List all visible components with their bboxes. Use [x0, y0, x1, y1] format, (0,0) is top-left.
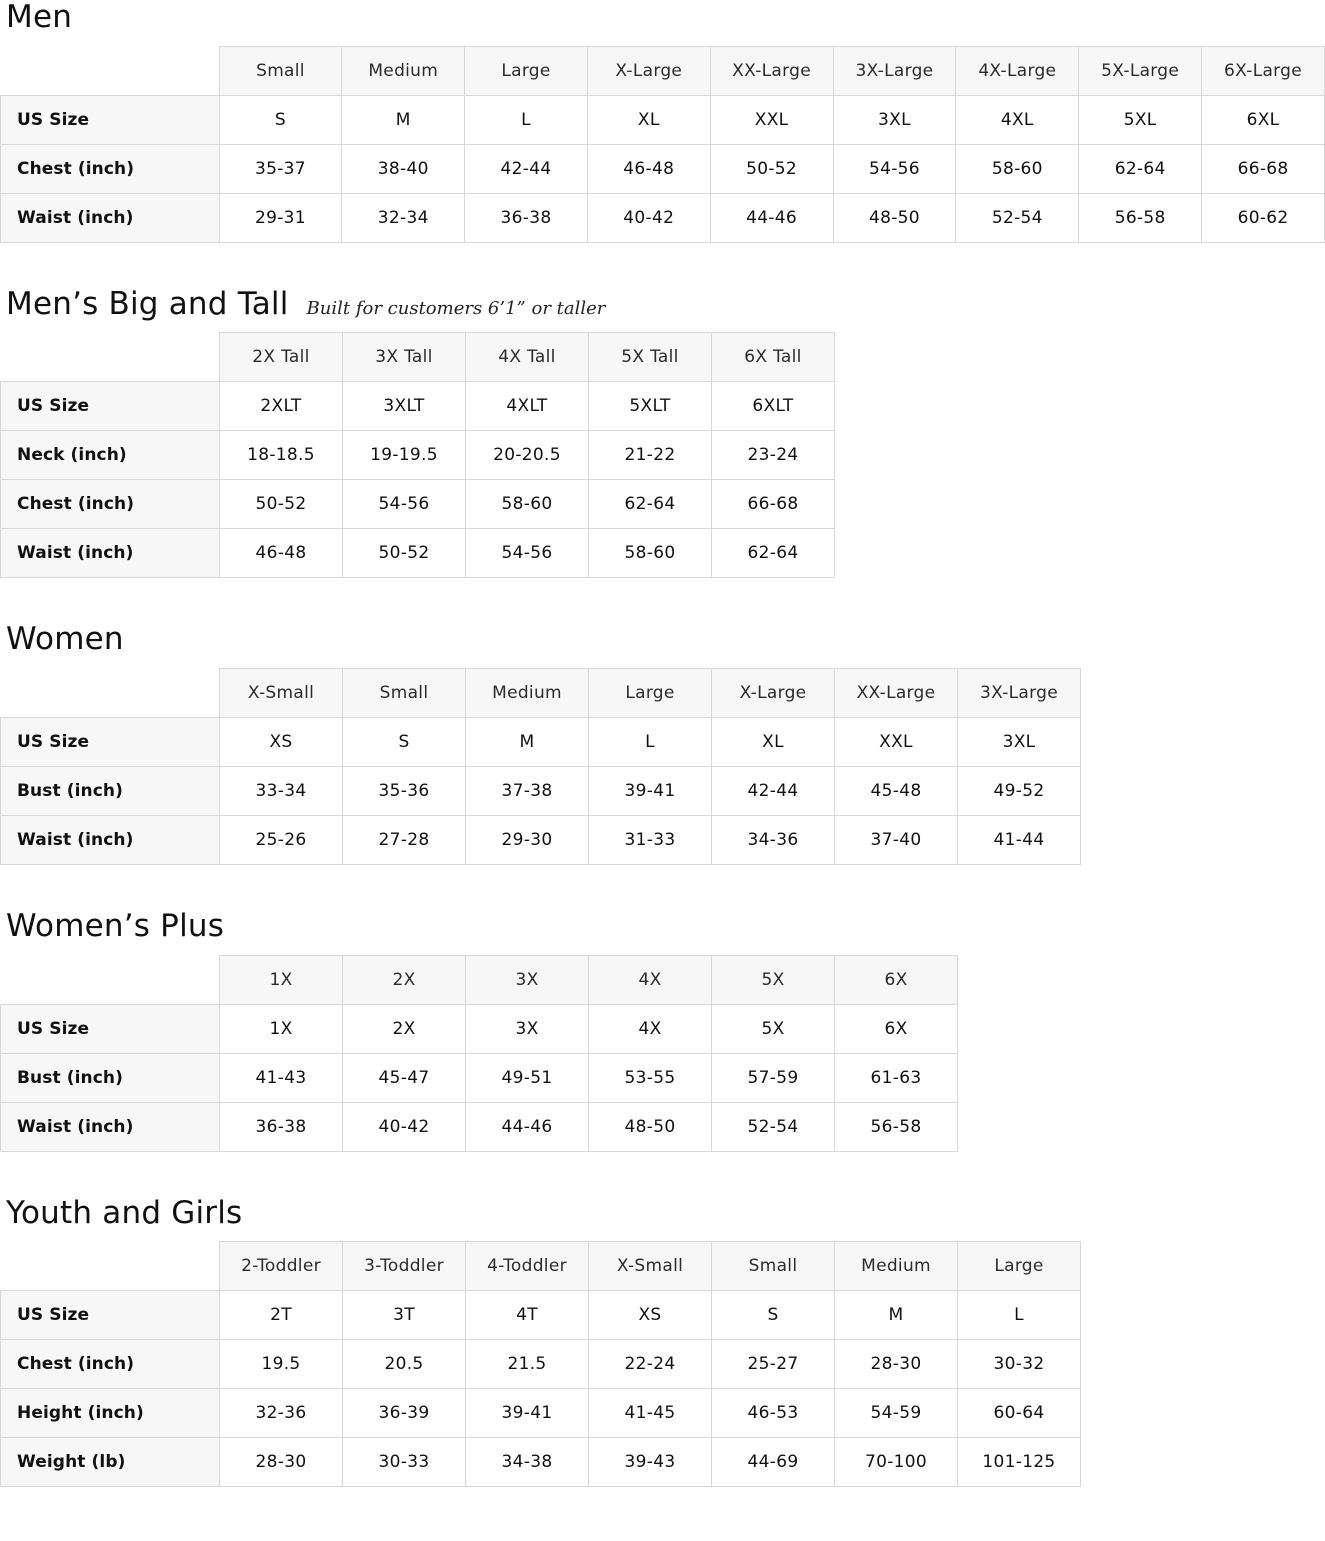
- measurement-cell: 25-27: [712, 1340, 835, 1389]
- size-section-youth-and-girls: [0, 1196, 1325, 1488]
- measurement-cell: 45-48: [835, 766, 958, 815]
- measurement-cell: 40-42: [587, 193, 710, 242]
- measurement-cell: 56-58: [835, 1102, 958, 1151]
- table-row: [1, 1053, 958, 1102]
- measurement-cell: 36-38: [465, 193, 588, 242]
- measurement-cell: 41-43: [220, 1053, 343, 1102]
- column-header: 2X: [343, 955, 466, 1004]
- measurement-cell: 50-52: [710, 144, 833, 193]
- measurement-cell: 30-33: [343, 1438, 466, 1487]
- measurement-cell: 54-56: [833, 144, 956, 193]
- measurement-cell: 21.5: [466, 1340, 589, 1389]
- column-header: 3-Toddler: [343, 1242, 466, 1291]
- measurement-cell: 37-40: [835, 815, 958, 864]
- column-header: X-Large: [587, 46, 710, 95]
- table-row: [1, 529, 835, 578]
- measurement-cell: 54-59: [835, 1389, 958, 1438]
- measurement-cell: 35-36: [343, 766, 466, 815]
- column-header: XX-Large: [835, 668, 958, 717]
- measurement-cell: 33-34: [220, 766, 343, 815]
- measurement-cell: 19.5: [220, 1340, 343, 1389]
- section-header: [0, 0, 1325, 36]
- row-header: Weight (lb): [1, 1438, 220, 1487]
- table-row: [1, 1102, 958, 1151]
- row-header: US Size: [1, 1291, 220, 1340]
- measurement-cell: 58-60: [589, 529, 712, 578]
- column-header: 4X-Large: [956, 46, 1079, 95]
- measurement-cell: 49-51: [466, 1053, 589, 1102]
- measurement-cell: 36-39: [343, 1389, 466, 1438]
- measurement-cell: 39-43: [589, 1438, 712, 1487]
- section-title: Youth and Girls: [6, 1194, 243, 1231]
- measurement-cell: 4T: [466, 1291, 589, 1340]
- column-header: 5X-Large: [1079, 46, 1202, 95]
- column-header: Medium: [466, 668, 589, 717]
- measurement-cell: 50-52: [343, 529, 466, 578]
- table-row: [1, 193, 1325, 242]
- measurement-cell: 37-38: [466, 766, 589, 815]
- column-header: 4-Toddler: [466, 1242, 589, 1291]
- measurement-cell: 61-63: [835, 1053, 958, 1102]
- measurement-cell: 46-53: [712, 1389, 835, 1438]
- column-header: Small: [712, 1242, 835, 1291]
- measurement-cell: 41-45: [589, 1389, 712, 1438]
- measurement-cell: 6X: [835, 1004, 958, 1053]
- measurement-cell: 44-69: [712, 1438, 835, 1487]
- measurement-cell: 29-30: [466, 815, 589, 864]
- section-title: Men: [6, 0, 73, 35]
- measurement-cell: 3XL: [958, 717, 1081, 766]
- measurement-cell: 39-41: [589, 766, 712, 815]
- measurement-cell: 58-60: [466, 480, 589, 529]
- section-header: [0, 287, 1325, 323]
- measurement-cell: 36-38: [220, 1102, 343, 1151]
- measurement-cell: 41-44: [958, 815, 1081, 864]
- measurement-cell: 46-48: [587, 144, 710, 193]
- measurement-cell: 52-54: [956, 193, 1079, 242]
- table-row: [1, 480, 835, 529]
- row-header: Waist (inch): [1, 193, 220, 242]
- table-row: [1, 815, 1081, 864]
- measurement-cell: 2T: [220, 1291, 343, 1340]
- size-table: [0, 46, 1325, 243]
- measurement-cell: 29-31: [219, 193, 342, 242]
- measurement-cell: XXL: [835, 717, 958, 766]
- row-header: US Size: [1, 717, 220, 766]
- size-section-women: [0, 622, 1325, 865]
- measurement-cell: 35-37: [219, 144, 342, 193]
- measurement-cell: 50-52: [220, 480, 343, 529]
- measurement-cell: 42-44: [712, 766, 835, 815]
- measurement-cell: 18-18.5: [220, 431, 343, 480]
- measurement-cell: M: [835, 1291, 958, 1340]
- measurement-cell: 4XL: [956, 95, 1079, 144]
- row-header: US Size: [1, 382, 220, 431]
- measurement-cell: XL: [587, 95, 710, 144]
- table-row: [1, 1340, 1081, 1389]
- row-header: Bust (inch): [1, 766, 220, 815]
- column-header: 6X Tall: [712, 333, 835, 382]
- measurement-cell: 56-58: [1079, 193, 1202, 242]
- measurement-cell: 45-47: [343, 1053, 466, 1102]
- table-row: [1, 766, 1081, 815]
- section-title: Men’s Big and Tall: [6, 285, 289, 322]
- section-title: Women: [6, 621, 124, 658]
- measurement-cell: L: [465, 95, 588, 144]
- column-header: X-Small: [589, 1242, 712, 1291]
- measurement-cell: 34-36: [712, 815, 835, 864]
- measurement-cell: 20-20.5: [466, 431, 589, 480]
- measurement-cell: 58-60: [956, 144, 1079, 193]
- measurement-cell: 60-62: [1202, 193, 1325, 242]
- column-header: 5X Tall: [589, 333, 712, 382]
- row-header: Waist (inch): [1, 529, 220, 578]
- column-header: 3X: [466, 955, 589, 1004]
- measurement-cell: S: [343, 717, 466, 766]
- measurement-cell: 40-42: [343, 1102, 466, 1151]
- table-corner-cell: [1, 1242, 220, 1291]
- measurement-cell: 49-52: [958, 766, 1081, 815]
- row-header: Bust (inch): [1, 1053, 220, 1102]
- table-row: [1, 717, 1081, 766]
- measurement-cell: 62-64: [589, 480, 712, 529]
- measurement-cell: 66-68: [712, 480, 835, 529]
- table-row: [1, 382, 835, 431]
- measurement-cell: 1X: [220, 1004, 343, 1053]
- measurement-cell: 62-64: [1079, 144, 1202, 193]
- table-corner-cell: [1, 333, 220, 382]
- measurement-cell: 4X: [589, 1004, 712, 1053]
- measurement-cell: 28-30: [835, 1340, 958, 1389]
- table-corner-cell: [1, 955, 220, 1004]
- measurement-cell: 27-28: [343, 815, 466, 864]
- measurement-cell: 5XLT: [589, 382, 712, 431]
- column-header: Large: [958, 1242, 1081, 1291]
- column-header: Large: [589, 668, 712, 717]
- measurement-cell: M: [342, 95, 465, 144]
- column-header: X-Small: [220, 668, 343, 717]
- measurement-cell: 30-32: [958, 1340, 1081, 1389]
- column-header: X-Large: [712, 668, 835, 717]
- column-header: 4X Tall: [466, 333, 589, 382]
- row-header: Chest (inch): [1, 1340, 220, 1389]
- column-header: Medium: [835, 1242, 958, 1291]
- measurement-cell: 21-22: [589, 431, 712, 480]
- column-header: 3X-Large: [958, 668, 1081, 717]
- row-header: Waist (inch): [1, 815, 220, 864]
- measurement-cell: XL: [712, 717, 835, 766]
- measurement-cell: M: [466, 717, 589, 766]
- table-header-row: [1, 1242, 1081, 1291]
- table-row: [1, 1004, 958, 1053]
- measurement-cell: 44-46: [710, 193, 833, 242]
- row-header: Waist (inch): [1, 1102, 220, 1151]
- measurement-cell: 34-38: [466, 1438, 589, 1487]
- section-header: [0, 909, 1325, 945]
- table-row: [1, 1389, 1081, 1438]
- column-header: Small: [219, 46, 342, 95]
- section-note: Built for customers 6’1” or taller: [306, 297, 606, 319]
- measurement-cell: 62-64: [712, 529, 835, 578]
- measurement-cell: 54-56: [466, 529, 589, 578]
- row-header: Chest (inch): [1, 480, 220, 529]
- measurement-cell: 3X: [466, 1004, 589, 1053]
- column-header: Medium: [342, 46, 465, 95]
- size-section-mens-big-and-tall: [0, 287, 1325, 579]
- measurement-cell: 42-44: [465, 144, 588, 193]
- measurement-cell: 53-55: [589, 1053, 712, 1102]
- row-header: US Size: [1, 95, 220, 144]
- size-table: [0, 332, 835, 578]
- measurement-cell: 57-59: [712, 1053, 835, 1102]
- column-header: 4X: [589, 955, 712, 1004]
- measurement-cell: 60-64: [958, 1389, 1081, 1438]
- size-section-men: [0, 0, 1325, 243]
- table-row: [1, 144, 1325, 193]
- measurement-cell: 23-24: [712, 431, 835, 480]
- column-header: Large: [465, 46, 588, 95]
- measurement-cell: 22-24: [589, 1340, 712, 1389]
- measurement-cell: 28-30: [220, 1438, 343, 1487]
- measurement-cell: 3XL: [833, 95, 956, 144]
- column-header: 3X Tall: [343, 333, 466, 382]
- measurement-cell: S: [712, 1291, 835, 1340]
- measurement-cell: 5XL: [1079, 95, 1202, 144]
- table-corner-cell: [1, 46, 220, 95]
- column-header: 2-Toddler: [220, 1242, 343, 1291]
- measurement-cell: 4XLT: [466, 382, 589, 431]
- table-header-row: [1, 668, 1081, 717]
- size-table: [0, 1241, 1081, 1487]
- measurement-cell: 2X: [343, 1004, 466, 1053]
- measurement-cell: 54-56: [343, 480, 466, 529]
- measurement-cell: 48-50: [833, 193, 956, 242]
- measurement-cell: 25-26: [220, 815, 343, 864]
- measurement-cell: S: [219, 95, 342, 144]
- measurement-cell: 6XLT: [712, 382, 835, 431]
- measurement-cell: 66-68: [1202, 144, 1325, 193]
- measurement-cell: 2XLT: [220, 382, 343, 431]
- measurement-cell: 5X: [712, 1004, 835, 1053]
- size-section-womens-plus: [0, 909, 1325, 1152]
- column-header: 1X: [220, 955, 343, 1004]
- measurement-cell: 3T: [343, 1291, 466, 1340]
- table-row: [1, 1291, 1081, 1340]
- table-header-row: [1, 46, 1325, 95]
- measurement-cell: 38-40: [342, 144, 465, 193]
- measurement-cell: L: [958, 1291, 1081, 1340]
- measurement-cell: 20.5: [343, 1340, 466, 1389]
- size-table: [0, 955, 958, 1152]
- column-header: 2X Tall: [220, 333, 343, 382]
- measurement-cell: 48-50: [589, 1102, 712, 1151]
- table-row: [1, 431, 835, 480]
- column-header: 6X: [835, 955, 958, 1004]
- column-header: Small: [343, 668, 466, 717]
- column-header: 3X-Large: [833, 46, 956, 95]
- measurement-cell: L: [589, 717, 712, 766]
- row-header: Chest (inch): [1, 144, 220, 193]
- column-header: 5X: [712, 955, 835, 1004]
- measurement-cell: 101-125: [958, 1438, 1081, 1487]
- column-header: 6X-Large: [1202, 46, 1325, 95]
- section-header: [0, 1196, 1325, 1232]
- table-row: [1, 1438, 1081, 1487]
- measurement-cell: 70-100: [835, 1438, 958, 1487]
- measurement-cell: 32-36: [220, 1389, 343, 1438]
- measurement-cell: 6XL: [1202, 95, 1325, 144]
- measurement-cell: 19-19.5: [343, 431, 466, 480]
- table-header-row: [1, 955, 958, 1004]
- section-header: [0, 622, 1325, 658]
- measurement-cell: XS: [220, 717, 343, 766]
- row-header: US Size: [1, 1004, 220, 1053]
- measurement-cell: 31-33: [589, 815, 712, 864]
- measurement-cell: 44-46: [466, 1102, 589, 1151]
- table-header-row: [1, 333, 835, 382]
- column-header: XX-Large: [710, 46, 833, 95]
- measurement-cell: 3XLT: [343, 382, 466, 431]
- measurement-cell: 32-34: [342, 193, 465, 242]
- measurement-cell: 52-54: [712, 1102, 835, 1151]
- row-header: Height (inch): [1, 1389, 220, 1438]
- measurement-cell: XS: [589, 1291, 712, 1340]
- size-table: [0, 668, 1081, 865]
- table-row: [1, 95, 1325, 144]
- measurement-cell: 46-48: [220, 529, 343, 578]
- section-title: Women’s Plus: [6, 907, 225, 944]
- measurement-cell: 39-41: [466, 1389, 589, 1438]
- table-corner-cell: [1, 668, 220, 717]
- measurement-cell: XXL: [710, 95, 833, 144]
- row-header: Neck (inch): [1, 431, 220, 480]
